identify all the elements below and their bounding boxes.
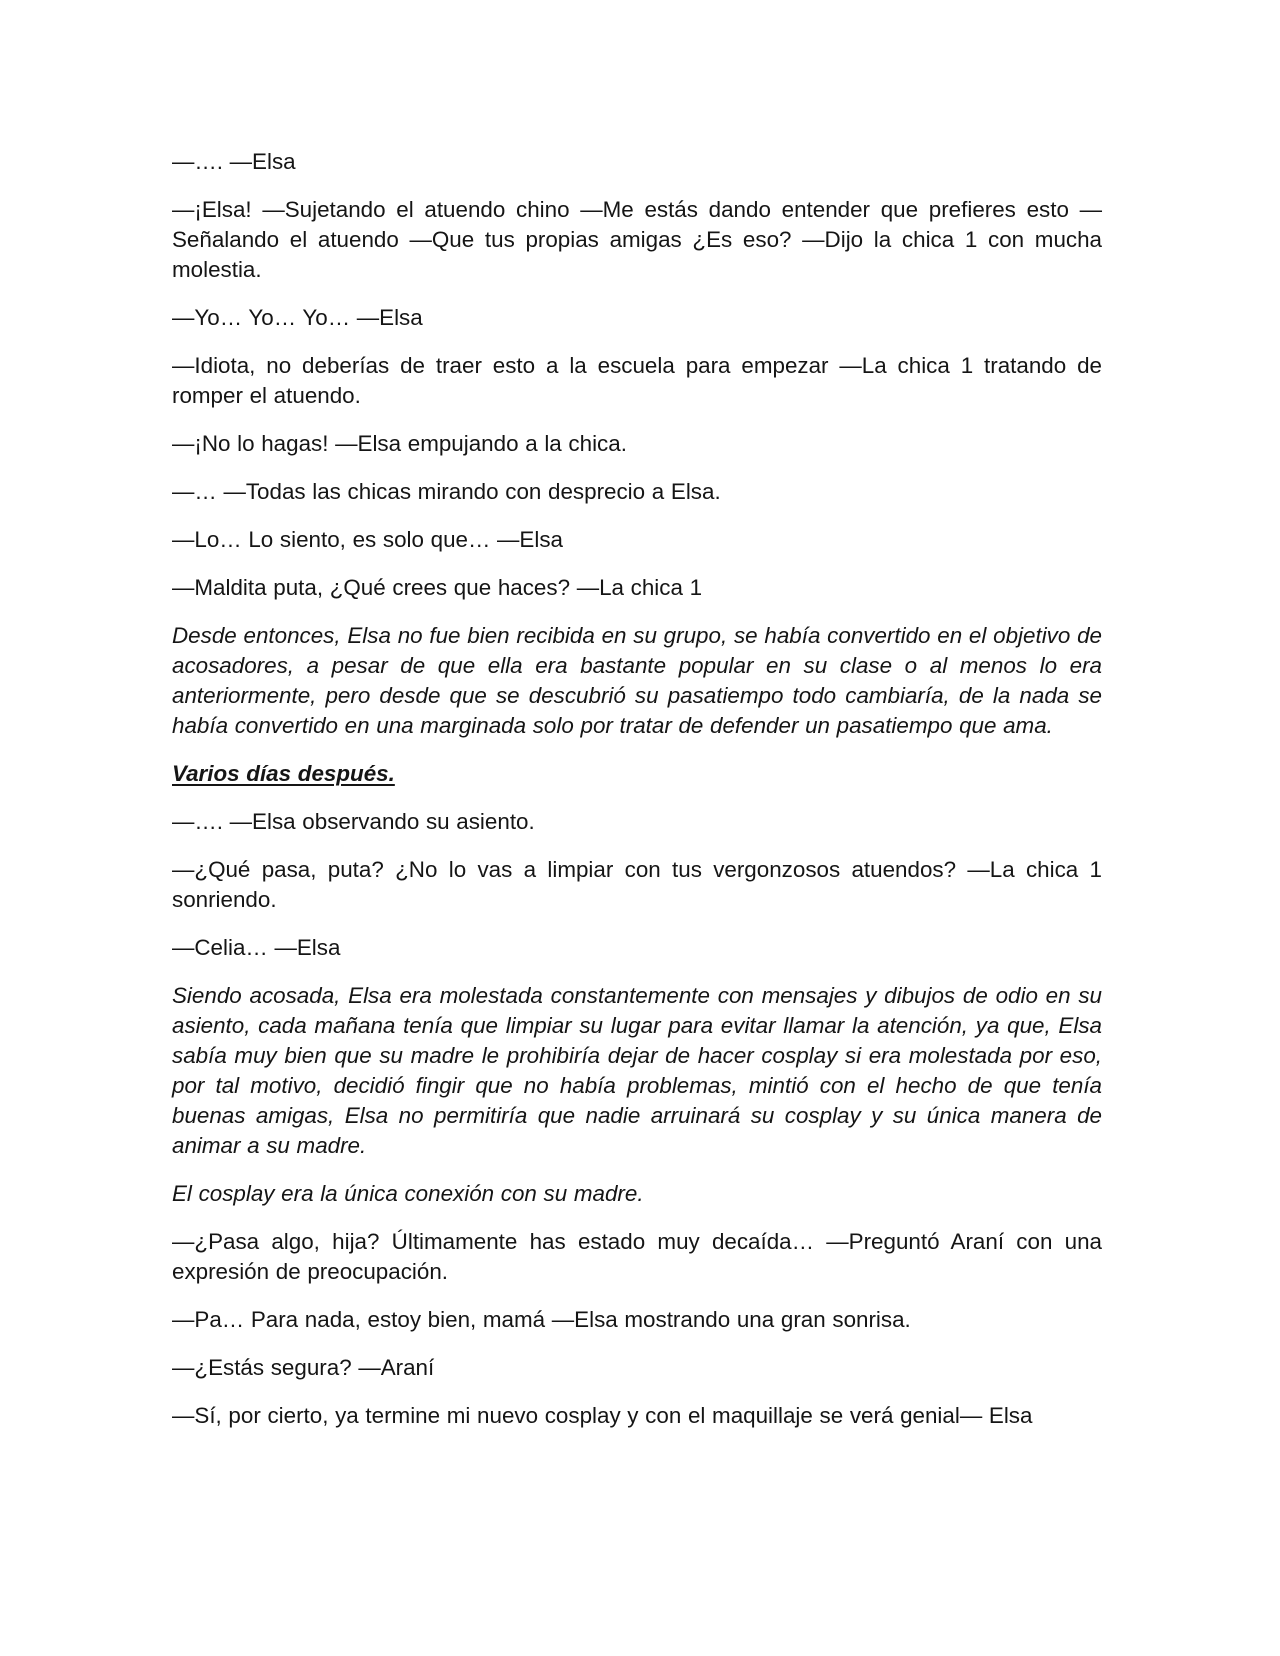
narration-paragraph: El cosplay era la única conexión con su madre. [172,1181,644,1206]
narration-paragraph: Desde entonces, Elsa no fue bien recibida en su grupo, se había convertido en el objetivo de acosadores, a pesar de que ella era bastante popular en su clase o al menos lo era anteriormente, pero desde que se descubrió su pasatiempo todo cambiaría, de la nada se había convertido en una marginada solo por tratar de defender un pasatiempo que ama. [172,623,1102,738]
paragraph: —Pa… Para nada, estoy bien, mamá —Elsa mostrando una gran sonrisa. [172,1307,911,1332]
paragraph: —… —Todas las chicas mirando con desprecio a Elsa. [172,479,721,504]
paragraph: —¿Estás segura? —Araní [172,1355,435,1380]
paragraph: —Lo… Lo siento, es solo que… —Elsa [172,527,563,552]
paragraph: —Idiota, no deberías de traer esto a la escuela para empezar —La chica 1 tratando de romper el atuendo. [172,353,1102,408]
paragraph: —Sí, por cierto, ya termine mi nuevo cosplay y con el maquillaje se verá genial— Elsa [172,1403,1033,1428]
narration-paragraph: Siendo acosada, Elsa era molestada constantemente con mensajes y dibujos de odio en su asiento, cada mañana tenía que limpiar su lugar para evitar llamar la atención, ya que, Elsa sabía muy bien que su madre le prohibiría dejar de hacer cosplay si era molestada por eso, por tal motivo, decidió fingir que no había problemas, mintió con el hecho de que tenía buenas amigas, Elsa no permitiría que nadie arruinará su cosplay y su única manera de animar a su madre. [172,983,1102,1158]
paragraph: —Maldita puta, ¿Qué crees que haces? —La chica 1 [172,575,703,600]
section-heading: Varios días después. [172,761,395,786]
paragraph: —¿Pasa algo, hija? Últimamente has estado muy decaída… —Preguntó Araní con una expresión de preocupación. [172,1229,1102,1284]
paragraph: —¡Elsa! —Sujetando el atuendo chino —Me estás dando entender que prefieres esto —Señalando el atuendo —Que tus propias amigas ¿Es eso? —Dijo la chica 1 con mucha molestia. [172,197,1102,282]
paragraph: —Celia… —Elsa [172,935,341,960]
paragraph: —¿Qué pasa, puta? ¿No lo vas a limpiar con tus vergonzosos atuendos? —La chica 1 sonriendo. [172,857,1102,912]
paragraph: —…. —Elsa [172,149,296,174]
paragraph: —¡No lo hagas! —Elsa empujando a la chica. [172,431,627,456]
paragraph: —…. —Elsa observando su asiento. [172,809,535,834]
paragraph: —Yo… Yo… Yo… —Elsa [172,305,423,330]
